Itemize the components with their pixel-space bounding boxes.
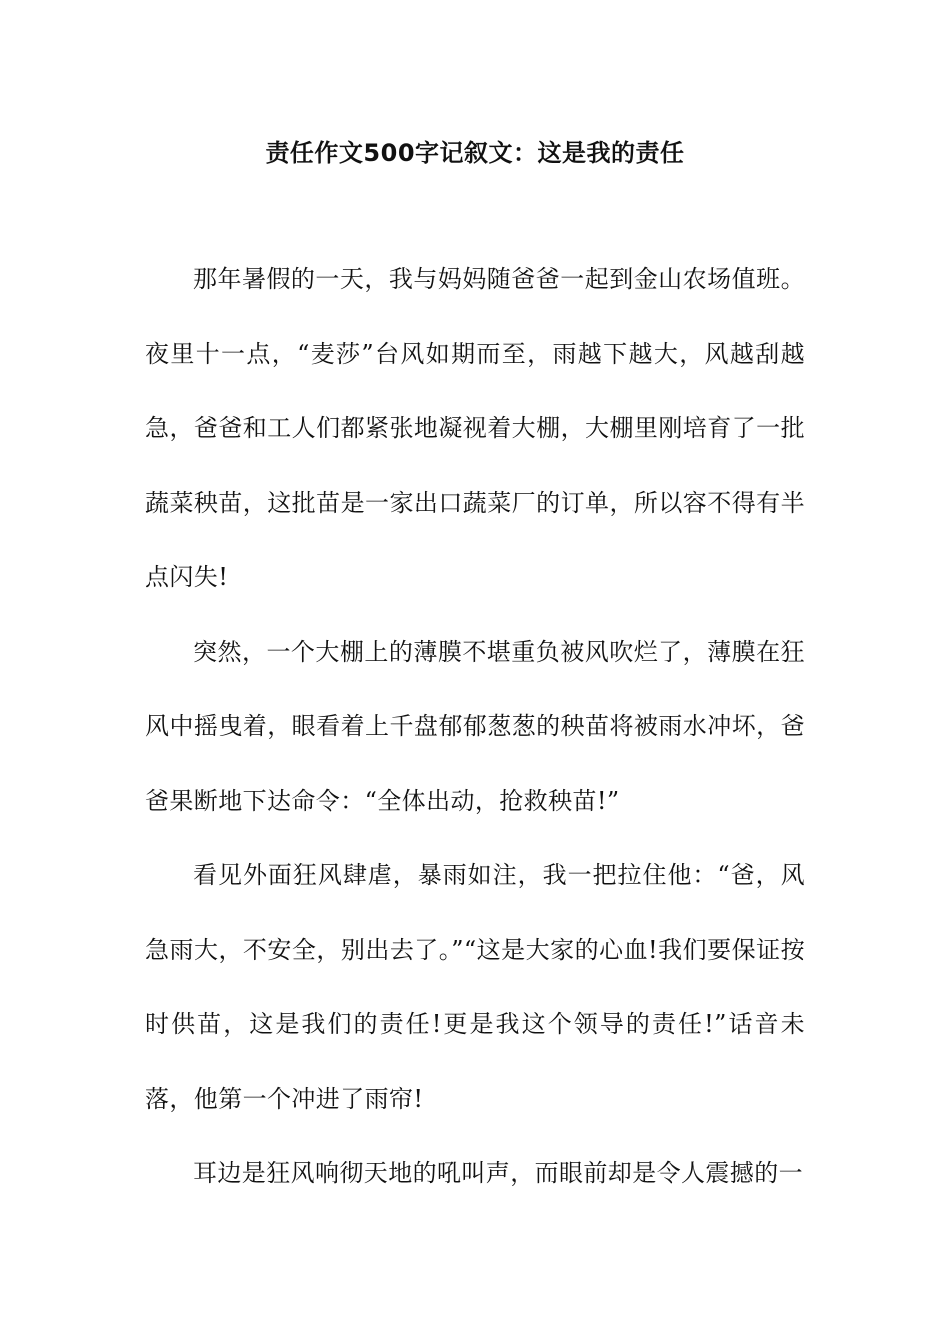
paragraph-4: 耳边是狂风响彻天地的吼叫声，而眼前却是令人震撼的一 bbox=[193, 1159, 803, 1187]
paragraph-3: 看见外面狂风肆虐，暴雨如注，我一把拉住他：“爸，风急雨大，不安全，别出去了。”“这是大家的心血!我们要保证按时供苗，这是我们的责任!更是我这个领导的责任!”话音未落，他第一个冲进了雨帘! bbox=[145, 861, 805, 1113]
document-body bbox=[145, 242, 805, 1211]
paragraph-2: 突然，一个大棚上的薄膜不堪重负被风吹烂了，薄膜在狂风中摇曳着，眼看着上千盘郁郁葱葱的秧苗将被雨水冲坏，爸爸果断地下达命令：“全体出动，抢救秧苗!” bbox=[145, 637, 805, 815]
document-title: 责任作文500字记叙文：这是我的责任 bbox=[265, 139, 685, 167]
paragraph-1: 那年暑假的一天，我与妈妈随爸爸一起到金山农场值班。夜里十一点，“麦莎”台风如期而至，雨越下越大，风越刮越急，爸爸和工人们都紧张地凝视着大棚，大棚里刚培育了一批蔬菜秧苗，这批苗是一家出口蔬菜厂的订单，所以容不得有半点闪失! bbox=[145, 265, 805, 591]
